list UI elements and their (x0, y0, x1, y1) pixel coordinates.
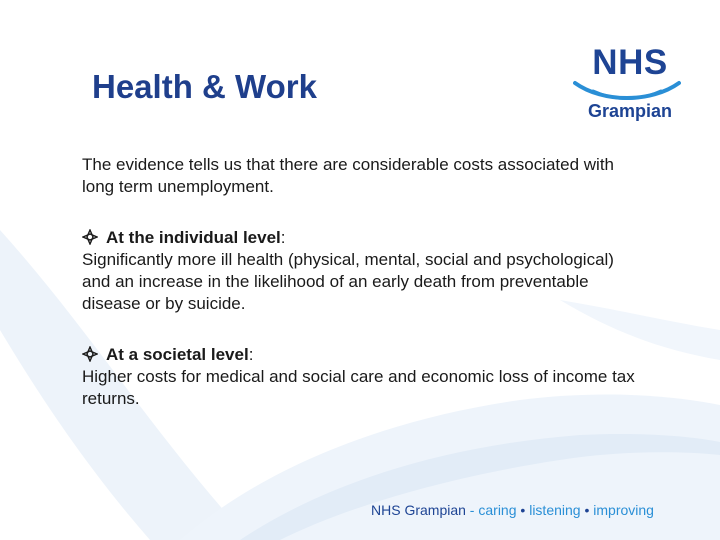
point-colon: : (280, 228, 286, 247)
footer-separator: • (516, 502, 530, 518)
point-text: Significantly more ill health (physical, mental, social and psychological) and an increase in the likelihood of an early death from preventable disease or by suicide. (82, 250, 614, 313)
slide-title: Health & Work (92, 68, 317, 105)
point-colon: : (248, 345, 254, 364)
point-label: At a societal level (106, 345, 249, 364)
diamond-bullet-icon (82, 229, 98, 245)
footer-improving: improving (593, 502, 654, 518)
footer-org: NHS Grampian (371, 502, 466, 518)
logo-nhs-text: NHS (592, 43, 668, 82)
footer-tagline (371, 502, 654, 518)
point-label: At the individual level (106, 228, 281, 247)
point-individual (82, 227, 642, 315)
footer-listening: listening (529, 502, 581, 518)
logo-wave-icon (573, 77, 681, 101)
footer-caring: caring (478, 502, 517, 518)
footer-dash: - (465, 502, 479, 518)
point-heading (82, 344, 642, 366)
nhs-grampian-logo (571, 44, 681, 124)
point-societal (82, 344, 642, 410)
point-text: Higher costs for medical and social care and economic loss of income tax returns. (82, 367, 635, 408)
footer-separator: • (580, 502, 594, 518)
diamond-bullet-icon (82, 346, 98, 362)
point-heading (82, 227, 642, 249)
logo-region-text: Grampian (587, 101, 673, 121)
intro-paragraph: The evidence tells us that there are considerable costs associated with long term unemployment. (82, 155, 615, 196)
slide-body (82, 154, 642, 439)
